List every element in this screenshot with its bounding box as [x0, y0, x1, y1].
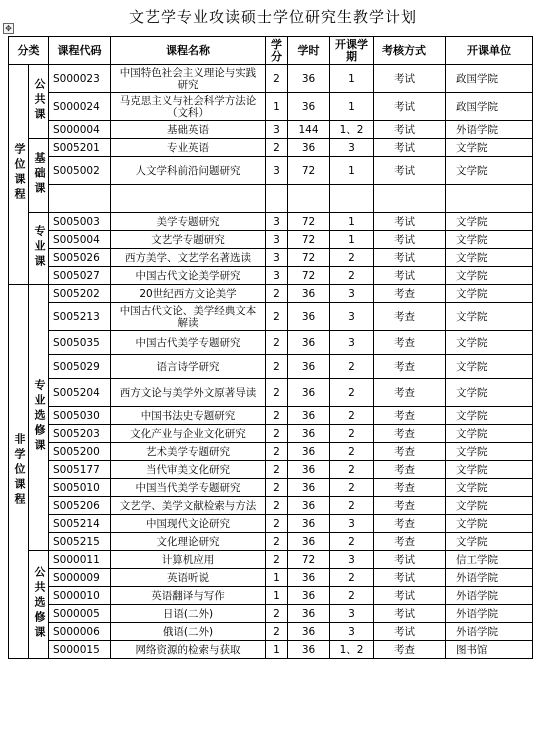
course-hours: 36 [288, 569, 330, 587]
course-name: 文化产业与企业文化研究 [111, 425, 266, 443]
course-code: S005213 [49, 303, 111, 331]
course-code: S005203 [49, 425, 111, 443]
course-code: S005010 [49, 479, 111, 497]
header-semester: 开课学期 [330, 37, 374, 65]
course-name: 日语(二外) [111, 605, 266, 623]
table-row [9, 303, 533, 331]
course-hours: 36 [288, 139, 330, 157]
table-row [9, 65, 533, 93]
course-hours: 72 [288, 231, 330, 249]
course-hours: 36 [288, 515, 330, 533]
course-code: S005202 [49, 285, 111, 303]
table-row [9, 551, 533, 569]
course-code: S005177 [49, 461, 111, 479]
category-cell [9, 285, 29, 659]
course-unit: 政国学院 [446, 65, 533, 93]
course-exam: 考查 [374, 331, 446, 355]
course-semester: 3 [330, 285, 374, 303]
course-unit: 文学院 [446, 479, 533, 497]
course-credits: 2 [266, 65, 288, 93]
course-name: 中国当代美学专题研究 [111, 479, 266, 497]
course-name [111, 185, 266, 213]
table-row [9, 139, 533, 157]
course-exam: 考查 [374, 303, 446, 331]
course-semester: 3 [330, 551, 374, 569]
course-semester: 1 [330, 93, 374, 121]
course-hours: 36 [288, 303, 330, 331]
subcategory-cell [29, 65, 49, 139]
course-unit: 政国学院 [446, 93, 533, 121]
table-row [9, 249, 533, 267]
course-credits: 1 [266, 641, 288, 659]
course-credits: 1 [266, 93, 288, 121]
course-name: 马克思主义与社会科学方法论（文科） [111, 93, 266, 121]
course-code: S005035 [49, 331, 111, 355]
course-credits: 2 [266, 443, 288, 461]
course-name: 中国特色社会主义理论与实践研究 [111, 65, 266, 93]
course-hours: 36 [288, 443, 330, 461]
course-semester: 2 [330, 443, 374, 461]
course-code: S005200 [49, 443, 111, 461]
course-unit: 文学院 [446, 407, 533, 425]
subcategory-label: 专业课 [33, 224, 46, 270]
course-exam: 考试 [374, 249, 446, 267]
course-hours: 72 [288, 157, 330, 185]
course-exam: 考试 [374, 551, 446, 569]
category-cell [9, 65, 29, 285]
course-exam: 考试 [374, 605, 446, 623]
course-exam: 考试 [374, 65, 446, 93]
header-name: 课程名称 [111, 37, 266, 65]
course-exam: 考查 [374, 285, 446, 303]
course-unit: 文学院 [446, 213, 533, 231]
course-semester: 2 [330, 355, 374, 379]
course-credits: 3 [266, 213, 288, 231]
course-hours: 36 [288, 641, 330, 659]
course-hours: 36 [288, 93, 330, 121]
course-hours [288, 185, 330, 213]
course-unit: 信工学院 [446, 551, 533, 569]
table-row [9, 213, 533, 231]
table-row [9, 515, 533, 533]
course-name: 中国古代文论美学研究 [111, 267, 266, 285]
course-exam: 考查 [374, 355, 446, 379]
course-unit: 文学院 [446, 231, 533, 249]
course-unit: 文学院 [446, 497, 533, 515]
course-exam: 考试 [374, 267, 446, 285]
course-semester: 1 [330, 157, 374, 185]
course-semester: 2 [330, 407, 374, 425]
course-semester: 1 [330, 65, 374, 93]
header-exam: 考核方式 [374, 37, 446, 65]
subcategory-cell [29, 285, 49, 551]
course-exam: 考查 [374, 533, 446, 551]
course-unit [446, 185, 533, 213]
subcategory-label: 基础课 [33, 151, 46, 197]
subcategory-label: 公共课 [33, 77, 46, 123]
course-unit: 文学院 [446, 139, 533, 157]
course-credits: 2 [266, 285, 288, 303]
course-exam: 考试 [374, 93, 446, 121]
course-semester: 2 [330, 479, 374, 497]
table-row [9, 379, 533, 407]
course-credits: 2 [266, 605, 288, 623]
course-hours: 36 [288, 331, 330, 355]
course-code: S000024 [49, 93, 111, 121]
table-row [9, 461, 533, 479]
course-unit: 文学院 [446, 267, 533, 285]
course-credits [266, 185, 288, 213]
course-exam: 考试 [374, 139, 446, 157]
header-row [9, 37, 533, 65]
course-credits: 2 [266, 379, 288, 407]
header-code: 课程代码 [49, 37, 111, 65]
table-row [9, 623, 533, 641]
course-name: 英语翻译与写作 [111, 587, 266, 605]
table-row [9, 231, 533, 249]
course-code: S000006 [49, 623, 111, 641]
course-code: S000009 [49, 569, 111, 587]
course-name: 基础英语 [111, 121, 266, 139]
course-unit: 文学院 [446, 425, 533, 443]
course-hours: 36 [288, 379, 330, 407]
course-exam: 考查 [374, 479, 446, 497]
course-semester: 3 [330, 623, 374, 641]
course-name: 俄语(二外) [111, 623, 266, 641]
course-semester: 3 [330, 605, 374, 623]
course-exam: 考查 [374, 497, 446, 515]
course-semester [330, 185, 374, 213]
course-name: 艺术美学专题研究 [111, 443, 266, 461]
course-unit: 外语学院 [446, 121, 533, 139]
course-hours: 36 [288, 425, 330, 443]
course-hours: 36 [288, 479, 330, 497]
course-unit: 文学院 [446, 303, 533, 331]
table-row [9, 443, 533, 461]
course-name: 文艺学专题研究 [111, 231, 266, 249]
course-code: S005002 [49, 157, 111, 185]
course-name: 中国古代文论、美学经典文本解读 [111, 303, 266, 331]
course-credits: 2 [266, 139, 288, 157]
course-name: 语言诗学研究 [111, 355, 266, 379]
course-hours: 36 [288, 587, 330, 605]
course-name: 文化理论研究 [111, 533, 266, 551]
course-hours: 36 [288, 355, 330, 379]
course-semester: 2 [330, 569, 374, 587]
table-row [9, 285, 533, 303]
course-semester: 2 [330, 587, 374, 605]
table-row [9, 425, 533, 443]
table-row [9, 407, 533, 425]
course-unit: 外语学院 [446, 587, 533, 605]
course-name: 中国古代美学专题研究 [111, 331, 266, 355]
course-hours: 72 [288, 213, 330, 231]
subcategory-cell [29, 213, 49, 285]
course-code: S005004 [49, 231, 111, 249]
course-credits: 2 [266, 425, 288, 443]
course-exam: 考试 [374, 213, 446, 231]
header-unit: 开课单位 [446, 37, 533, 65]
course-semester: 1、2 [330, 121, 374, 139]
course-hours: 36 [288, 623, 330, 641]
course-unit: 图书馆 [446, 641, 533, 659]
course-credits: 3 [266, 157, 288, 185]
course-credits: 3 [266, 121, 288, 139]
course-credits: 2 [266, 407, 288, 425]
course-semester: 3 [330, 303, 374, 331]
header-credits: 学分 [266, 37, 288, 65]
course-credits: 3 [266, 231, 288, 249]
course-code: S000015 [49, 641, 111, 659]
course-code: S005029 [49, 355, 111, 379]
course-hours: 72 [288, 551, 330, 569]
course-hours: 36 [288, 461, 330, 479]
course-credits: 1 [266, 569, 288, 587]
course-name: 西方美学、文艺学名著选读 [111, 249, 266, 267]
course-name: 专业英语 [111, 139, 266, 157]
course-exam [374, 185, 446, 213]
course-name: 20世纪西方文论美学 [111, 285, 266, 303]
course-semester: 3 [330, 331, 374, 355]
course-semester: 2 [330, 533, 374, 551]
course-semester: 2 [330, 267, 374, 285]
course-semester: 2 [330, 249, 374, 267]
course-code: S005214 [49, 515, 111, 533]
course-unit: 外语学院 [446, 623, 533, 641]
course-hours: 72 [288, 249, 330, 267]
course-unit: 文学院 [446, 443, 533, 461]
course-hours: 36 [288, 533, 330, 551]
subcategory-cell [29, 551, 49, 659]
table-row [9, 587, 533, 605]
course-credits: 3 [266, 249, 288, 267]
course-semester: 1 [330, 213, 374, 231]
course-exam: 考查 [374, 379, 446, 407]
course-credits: 2 [266, 497, 288, 515]
subcategory-cell [29, 139, 49, 213]
course-credits: 2 [266, 355, 288, 379]
table-move-handle-icon[interactable]: ✥ [3, 23, 14, 34]
table-row [9, 331, 533, 355]
table-row [9, 157, 533, 185]
course-name: 计算机应用 [111, 551, 266, 569]
table-row [9, 355, 533, 379]
course-hours: 72 [288, 267, 330, 285]
course-code: S005027 [49, 267, 111, 285]
course-credits: 2 [266, 331, 288, 355]
course-unit: 文学院 [446, 285, 533, 303]
course-hours: 36 [288, 407, 330, 425]
course-unit: 外语学院 [446, 569, 533, 587]
course-credits: 2 [266, 551, 288, 569]
course-code [49, 185, 111, 213]
course-unit: 文学院 [446, 355, 533, 379]
course-code: S005026 [49, 249, 111, 267]
course-code: S000004 [49, 121, 111, 139]
category-label: 学位课程 [13, 143, 26, 203]
course-exam: 考查 [374, 461, 446, 479]
course-unit: 文学院 [446, 249, 533, 267]
table-row [9, 185, 533, 213]
table-row [9, 121, 533, 139]
course-hours: 36 [288, 65, 330, 93]
course-exam: 考试 [374, 569, 446, 587]
course-code: S005206 [49, 497, 111, 515]
course-exam: 考试 [374, 231, 446, 249]
course-credits: 1 [266, 587, 288, 605]
course-name: 人文学科前沿问题研究 [111, 157, 266, 185]
course-unit: 文学院 [446, 515, 533, 533]
course-name: 当代审美文化研究 [111, 461, 266, 479]
course-exam: 考试 [374, 157, 446, 185]
category-label: 非学位课程 [13, 432, 26, 508]
course-code: S000010 [49, 587, 111, 605]
course-credits: 2 [266, 461, 288, 479]
course-name: 西方文论与美学外文原著导读 [111, 379, 266, 407]
course-credits: 3 [266, 267, 288, 285]
course-semester: 3 [330, 139, 374, 157]
course-code: S005204 [49, 379, 111, 407]
course-hours: 144 [288, 121, 330, 139]
course-semester: 2 [330, 461, 374, 479]
course-credits: 2 [266, 479, 288, 497]
subcategory-label: 公共选修课 [33, 565, 46, 641]
course-name: 文艺学、美学文献检索与方法 [111, 497, 266, 515]
course-credits: 2 [266, 533, 288, 551]
course-unit: 外语学院 [446, 605, 533, 623]
page-title: 文艺学专业攻读硕士学位研究生教学计划 [128, 8, 417, 26]
course-name: 中国书法史专题研究 [111, 407, 266, 425]
course-code: S005201 [49, 139, 111, 157]
course-name: 中国现代文论研究 [111, 515, 266, 533]
course-exam: 考查 [374, 515, 446, 533]
course-semester: 2 [330, 425, 374, 443]
header-category: 分类 [9, 37, 49, 65]
course-code: S000011 [49, 551, 111, 569]
course-exam: 考试 [374, 623, 446, 641]
table-row [9, 497, 533, 515]
course-semester: 1、2 [330, 641, 374, 659]
course-credits: 2 [266, 623, 288, 641]
table-row [9, 641, 533, 659]
course-unit: 文学院 [446, 533, 533, 551]
course-semester: 3 [330, 515, 374, 533]
course-hours: 36 [288, 605, 330, 623]
course-name: 美学专题研究 [111, 213, 266, 231]
course-code: S000023 [49, 65, 111, 93]
course-exam: 考试 [374, 587, 446, 605]
course-name: 英语听说 [111, 569, 266, 587]
course-unit: 文学院 [446, 157, 533, 185]
course-credits: 2 [266, 303, 288, 331]
course-exam: 考试 [374, 121, 446, 139]
course-semester: 2 [330, 497, 374, 515]
table-row [9, 569, 533, 587]
course-unit: 文学院 [446, 379, 533, 407]
course-unit: 文学院 [446, 461, 533, 479]
course-code: S005215 [49, 533, 111, 551]
course-semester: 1 [330, 231, 374, 249]
course-code: S000005 [49, 605, 111, 623]
course-exam: 考查 [374, 641, 446, 659]
table-row [9, 533, 533, 551]
table-row [9, 605, 533, 623]
course-semester: 2 [330, 379, 374, 407]
table-body [9, 65, 533, 659]
table-row [9, 479, 533, 497]
course-credits: 2 [266, 515, 288, 533]
course-exam: 考查 [374, 443, 446, 461]
table-row [9, 93, 533, 121]
course-code: S005030 [49, 407, 111, 425]
subcategory-label: 专业选修课 [33, 378, 46, 454]
course-name: 网络资源的检索与获取 [111, 641, 266, 659]
curriculum-table [8, 36, 533, 659]
course-unit: 文学院 [446, 331, 533, 355]
course-hours: 36 [288, 285, 330, 303]
course-code: S005003 [49, 213, 111, 231]
course-exam: 考查 [374, 425, 446, 443]
header-hours: 学时 [288, 37, 330, 65]
course-hours: 36 [288, 497, 330, 515]
course-exam: 考查 [374, 407, 446, 425]
table-row [9, 267, 533, 285]
